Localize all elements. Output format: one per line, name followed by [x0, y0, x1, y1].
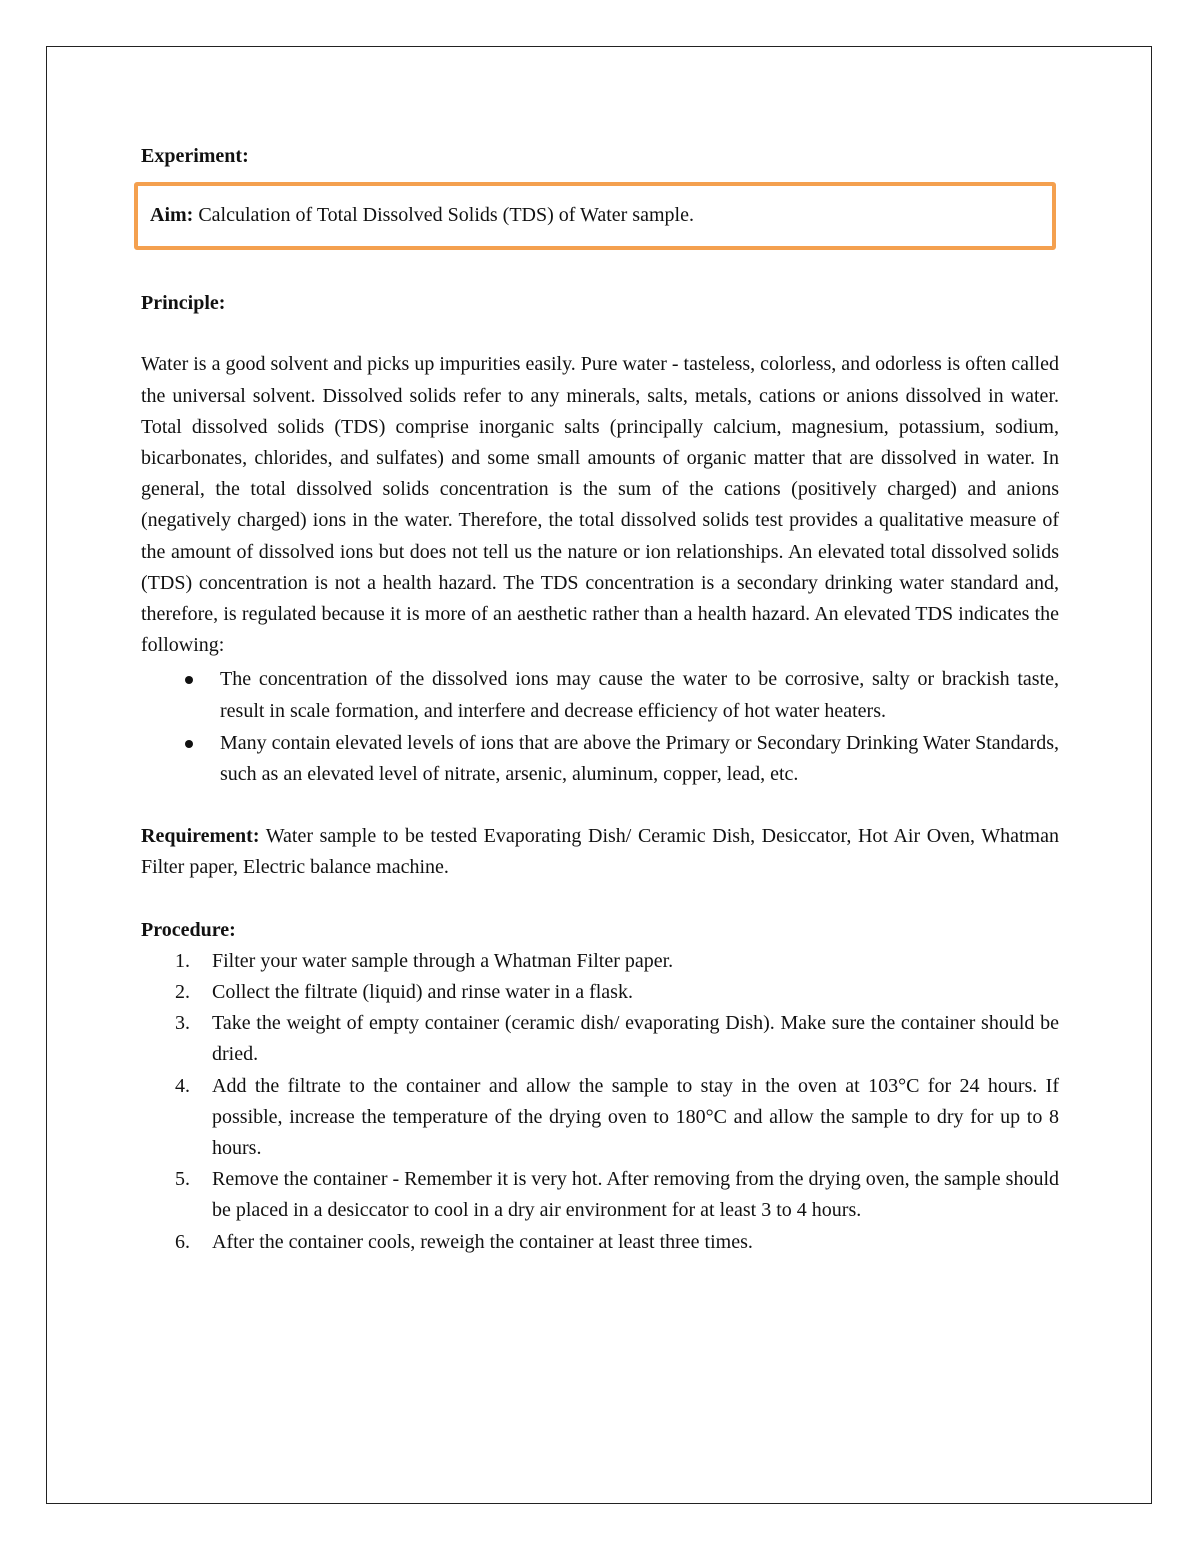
bullet-icon — [185, 740, 193, 748]
bullet-text: Many contain elevated levels of ions that are above the Primary or Secondary Drinking Water Standards, such as an elevated level of nitrate, arsenic, aluminum, copper, lead, etc. — [220, 731, 1059, 786]
step-text: Remove the container - Remember it is very hot. After removing from the drying oven, the sample should be placed in a desiccator to cool in a dry air environment for at least 3 to 4 hours. — [212, 1168, 1060, 1222]
procedure-step — [141, 977, 1059, 1008]
aim-label: Aim: — [150, 204, 194, 227]
step-number: 4. — [175, 1074, 190, 1097]
step-text: Filter your water sample through a Whatman Filter paper. — [212, 949, 674, 972]
requirement-text: Water sample to be tested Evaporating Dish/ Ceramic Dish, Desiccator, Hot Air Oven, Whatman Filter paper, Electric balance machine. — [141, 825, 1059, 879]
aim-text: Calculation of Total Dissolved Solids (TDS) of Water sample. — [193, 204, 694, 227]
step-number: 6. — [175, 1230, 190, 1253]
principle-paragraph: Water is a good solvent and picks up impurities easily. Pure water - tasteless, colorless, and odorless is often called the universal solvent. Dissolved solids refer to any minerals, salts, metals, cations or anions dissolved in water. Total dissolved solids (TDS) comprise inorganic salts (principally calcium, magnesium, potassium, sodium, bicarbonates, chlorides, and sulfates) and some small amounts of organic matter that are dissolved in water. In general, the total dissolved solids concentration is the sum of the cations (positively charged) and anions (negatively charged) ions in the water. Therefore, the total dissolved solids test provides a qualitative measure of the amount of dissolved ions but does not tell us the nature or ion relationships. An elevated total dissolved solids (TDS) concentration is not a health hazard. The TDS concentration is a secondary drinking water standard and, therefore, is regulated because it is more of an aesthetic rather than a health hazard. An elevated TDS indicates the following: — [141, 353, 1059, 657]
step-number: 1. — [175, 949, 190, 972]
principle-bullet-list — [141, 664, 1059, 790]
requirement-paragraph — [141, 821, 1059, 883]
step-text: Collect the filtrate (liquid) and rinse water in a flask. — [212, 981, 633, 1004]
procedure-step — [141, 1227, 1059, 1258]
step-text: After the container cools, reweigh the container at least three times. — [212, 1230, 753, 1253]
step-number: 2. — [175, 981, 190, 1004]
experiment-heading: Experiment: — [141, 145, 249, 167]
procedure-step — [141, 1008, 1059, 1070]
step-number: 5. — [175, 1168, 190, 1191]
step-number: 3. — [175, 1012, 190, 1035]
procedure-heading: Procedure: — [141, 918, 236, 941]
step-text: Add the filtrate to the container and allow the sample to stay in the oven at 103°C for 24 hours. If possible, increase the temperature of the drying oven to 180°C and allow the sample to dry for up to 8 hours. — [212, 1074, 1059, 1160]
step-text: Take the weight of empty container (ceramic dish/ evaporating Dish). Make sure the container should be dried. — [212, 1012, 1059, 1066]
procedure-step — [141, 1071, 1059, 1165]
requirement-label: Requirement: — [141, 825, 260, 848]
procedure-step — [141, 1164, 1059, 1226]
bullet-item — [141, 664, 1059, 726]
procedure-step — [141, 946, 1059, 977]
document-body — [141, 141, 1059, 1258]
bullet-icon — [185, 676, 193, 684]
procedure-step-list — [141, 946, 1059, 1258]
aim-box — [134, 182, 1056, 250]
bullet-item — [141, 728, 1059, 790]
bullet-text: The concentration of the dissolved ions may cause the water to be corrosive, salty or brackish taste, result in scale formation, and interfere and decrease efficiency of hot water heaters. — [220, 668, 1059, 722]
principle-heading: Principle: — [141, 292, 226, 315]
